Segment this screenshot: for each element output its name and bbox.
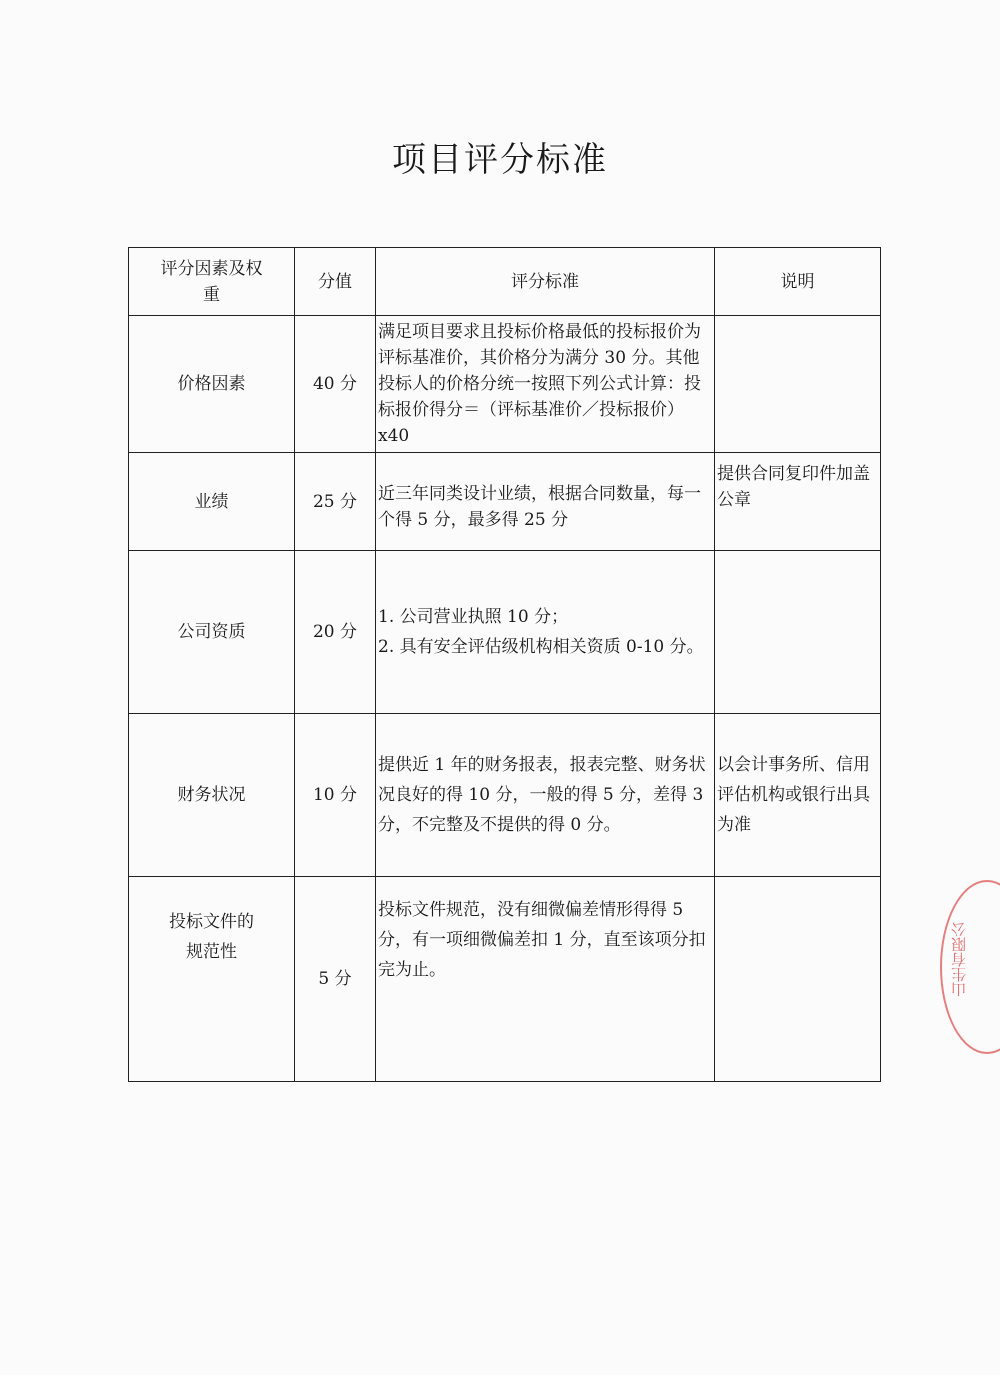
table-row	[129, 551, 881, 714]
row-criteria: 投标文件规范，没有细微偏差情形得得 5 分，有一项细微偏差扣 1 分，直至该项分扣完为止。	[376, 877, 715, 1082]
criteria-line: 2. 具有安全评估级机构相关资质 0-10 分。	[378, 637, 704, 657]
red-seal-stamp	[940, 880, 1000, 1054]
table-row	[129, 714, 881, 877]
row-score: 20 分	[295, 551, 376, 714]
row-factor: 投标文件的规范性	[129, 877, 295, 1082]
scoring-table	[128, 247, 881, 1082]
criteria-line: 1. 公司营业执照 10 分；	[378, 607, 569, 627]
row-criteria	[376, 551, 715, 714]
row-note: 以会计事务所、信用评估机构或银行出具为准	[715, 714, 881, 877]
row-criteria: 满足项目要求且投标价格最低的投标报价为评标基准价，其价格分为满分 30 分。其他投标人的价格分统一按照下列公式计算：投标报价得分＝（评标基准价／投标报价）x40	[376, 316, 715, 453]
row-factor: 财务状况	[129, 714, 295, 877]
row-factor: 公司资质	[129, 551, 295, 714]
row-factor: 业绩	[129, 453, 295, 551]
row-note: 提供合同复印件加盖公章	[715, 453, 881, 551]
table-header-row	[129, 248, 881, 316]
row-criteria: 近三年同类设计业绩，根据合同数量，每一个得 5 分，最多得 25 分	[376, 453, 715, 551]
row-note	[715, 551, 881, 714]
header-criteria: 评分标准	[376, 248, 715, 316]
table-row	[129, 877, 881, 1082]
row-note	[715, 877, 881, 1082]
row-score: 25 分	[295, 453, 376, 551]
header-note: 说明	[715, 248, 881, 316]
row-score: 40 分	[295, 316, 376, 453]
stamp-text: 山生有限公	[950, 922, 968, 997]
row-note	[715, 316, 881, 453]
page-title: 项目评分标准	[392, 140, 608, 180]
row-criteria: 提供近 1 年的财务报表，报表完整、财务状况良好的得 10 分，一般的得 5 分，差得 3 分，不完整及不提供的得 0 分。	[376, 714, 715, 877]
header-score: 分值	[295, 248, 376, 316]
table-row	[129, 453, 881, 551]
row-factor: 价格因素	[129, 316, 295, 453]
row-score: 5 分	[295, 877, 376, 1082]
header-factor: 评分因素及权重	[129, 248, 295, 316]
table-row	[129, 316, 881, 453]
row-score: 10 分	[295, 714, 376, 877]
